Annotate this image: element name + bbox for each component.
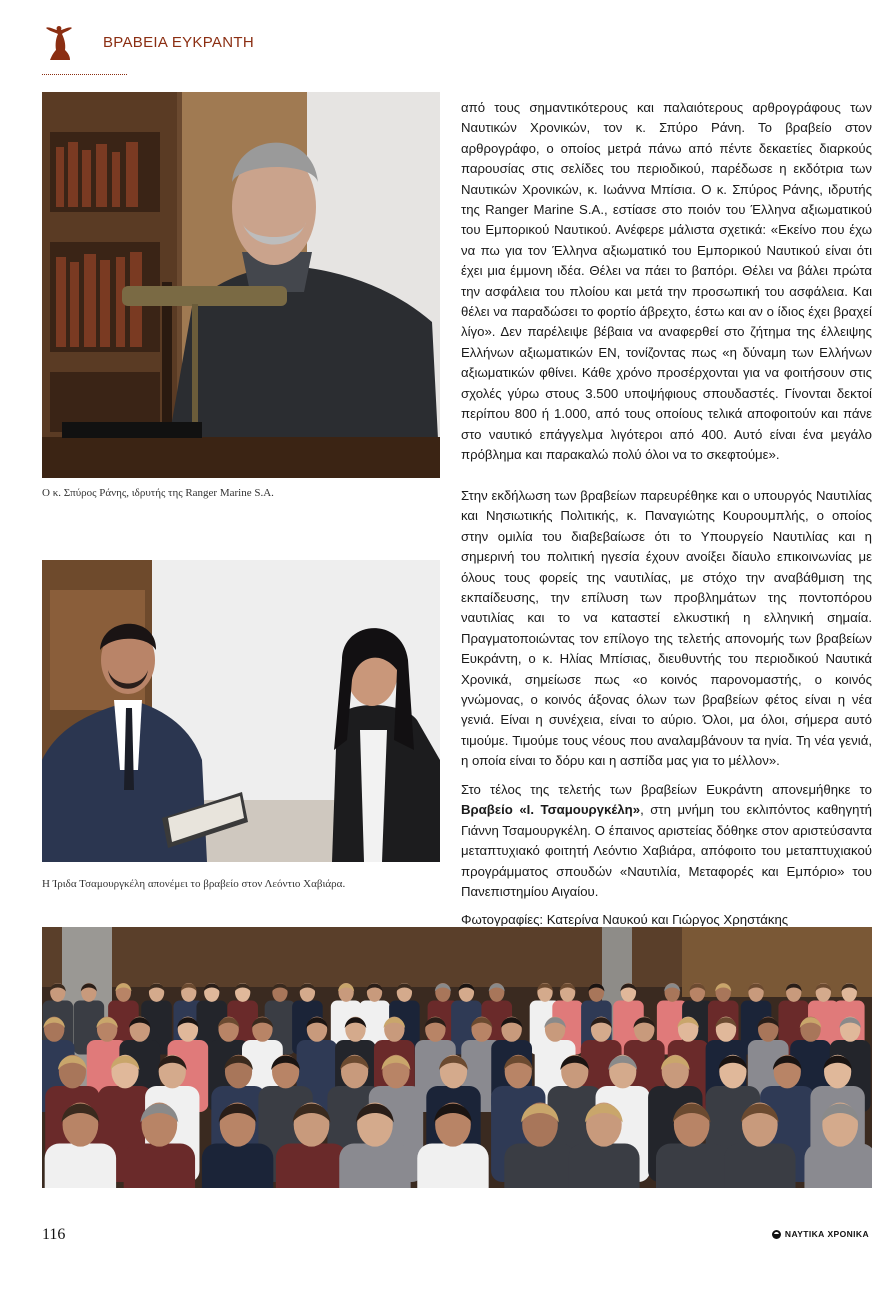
audience-member-body: [202, 1144, 273, 1189]
audience-member-body: [276, 1144, 347, 1189]
audience-photo: [42, 927, 872, 1188]
paragraph-text: [461, 780, 872, 902]
audience-member-body: [724, 1144, 795, 1189]
speaker-photo: [42, 92, 440, 478]
header-divider: [42, 74, 127, 75]
speaker-photo-caption: Ο κ. Σπύρος Ράνης, ιδρυτής της Ranger Marine S.A.: [42, 487, 274, 499]
photo-credits: [461, 910, 872, 926]
section-title: ΒΡΑΒΕΙΑ ΕΥΚΡΑΝΤΗ: [103, 34, 254, 51]
magazine-logo-icon: [772, 1230, 781, 1239]
award-photo: [42, 560, 440, 862]
article-paragraph-3: [461, 780, 872, 902]
magazine-name: ΝΑΥΤΙΚΑ ΧΡΟΝΙΚΑ: [784, 1229, 869, 1239]
audience-member-body: [656, 1144, 727, 1189]
paragraph-text-start: Στο τέλος της τελετής των βραβείων Ευκράντη απονεμήθηκε το: [461, 782, 872, 797]
photo-credits-text: Φωτογραφίες: Κατερίνα Ναυκού και Γιώργος Χρηστάκης: [461, 912, 789, 926]
dancing-figure-logo-icon: [44, 22, 74, 64]
paragraph-text-end: , στη μνήμη του εκλιπόντος καθηγητή Γιάννη Τσαμουργκέλη. Ο έπαινος αριστείας δόθηκε στον αριστεύσαντα μεταπτυχιακό φοιτητή Λεόντιο Χαβιάρα, απόφοιτο του μεταπτυχιακού προγράμματος σπουδών «Ναυτιλία, Μεταφορές και Εμπόριο» του Πανεπιστημίου Αιγαίου.: [461, 802, 872, 900]
audience-member-body: [45, 1144, 116, 1189]
audience-member-body: [568, 1144, 639, 1189]
audience-member-body: [804, 1144, 872, 1189]
paragraph-text: από τους σημαντικότερους και παλαιότερους αρθρογράφους των Ναυτικών Χρονικών, τον κ. Σπύρο Ράνη. Το βραβείο στον αρθρογράφο, ο οποίος μετρά πάνω από πέντε δεκαετίες διαρκούς παρουσίας στις σελίδες του περιοδικού, παρέδωσε η εκδότρια των Ναυτικών Χρονικών, κ. Ιωάννα Μπίσια. Ο κ. Σπύρος Ράνης, ιδρυτής της Ranger Marine S.A., εστίασε στο ποιόν του Έλληνα αξιωματικού του Εμπορικού Ναυτικού. Ανέφερε μάλιστα σχετικά: «Εκείνο που έχω να πω για τον Έλληνα αξιωματικό του Εμπορικού Ναυτικού είναι ότι έχει μια έμμονη ιδέα. Θέλει να πάει το βαπόρι. Θέλει να βάλει πρώτα την ασφάλεια του πλοίου και μετά την προσωπική του ασφάλεια. Και θέλει να παραδώσει το φορτίο άβρεχτο, έστω και αν ο ίδιος έχει βραχεί λίγο». Δεν παρέλειψε βέβαια να αναφερθεί στο ζήτημα της έλλειψης Ελλήνων αξιωματικών ΕΝ, τονίζοντας πως «η δύναμη των Ελλήνων αξιωματικών φθίνει. Κάθε χρόνο προσέρχονται για να φοιτήσουν στις σχολές γύρω στους 3.500 υποψήφιους σπουδαστές. Γίνονται δεκτοί περίπου 800 ή 1.000, από τους οποίους τελικά αποφοιτούν και πάνε στο ναυτικό επάγγελμα λιγότεροι από 400. Αυτό είναι ένα μεγάλο πρόβλημα και παρακαλώ πολύ όλοι να το σκεφτούμε».: [461, 100, 872, 462]
page-number: 116: [42, 1226, 66, 1243]
paragraph-text: Στην εκδήλωση των βραβείων παρευρέθηκε και ο υπουργός Ναυτιλίας και Νησιωτικής Πολιτικής, κ. Παναγιώτης Κουρουμπλής, ο οποίος στην ομιλία του διαβεβαίωσε ότι το Υπουργείο Ναυτιλίας και η σημερινή του πολιτική ηγεσία έχουν ανοίξει δίαυλο επικοινωνίας με όλους τους φορείς της ναυτιλίας, με στόχο την αναβάθμιση της εκπαίδευσης, την επίλυση των προβλημάτων της ποντοπόρου ναυτιλίας και το να καταστεί ελκυστική η ελληνική σημαία. Πραγματοποιώντας τον επίλογο της τελετής απονομής των βραβείων Ευκράντη, ο κ. Ηλίας Μπίσιας, διευθυντής του περιοδικού Ναυτικά Χρονικά, σημείωσε πως «ο κοινός παρονομαστής, ο κοινός γνώμονας, ο κοινός άξονας όλων των βραβείων φέτος είναι η νέα γενιά. Είναι η συνέχεια, είναι το αύριο. Όλοι, μα όλοι, σήμερα αυτό τιμούμε. Τιμούμε τους νέους που αναλαμβάνουν τα ηνία. Τη νέα γενιά, η οποία είναι το δόρυ και η ασπίδα μας για το μέλλον».: [461, 488, 872, 769]
audience-member-body: [417, 1144, 488, 1189]
audience-member-body: [504, 1144, 575, 1189]
article-paragraph-1: [461, 98, 872, 465]
article-paragraph-2: [461, 486, 872, 772]
audience-member-body: [124, 1144, 195, 1189]
audience-member-body: [339, 1144, 410, 1189]
magazine-brand: [772, 1229, 869, 1239]
award-name: Βραβείο «Ι. Τσαμουργκέλη»: [461, 802, 641, 818]
award-photo-caption: Η Ίριδα Τσαμουργκέλη απονέμει το βραβείο στον Λεόντιο Χαβιάρα.: [42, 878, 346, 890]
